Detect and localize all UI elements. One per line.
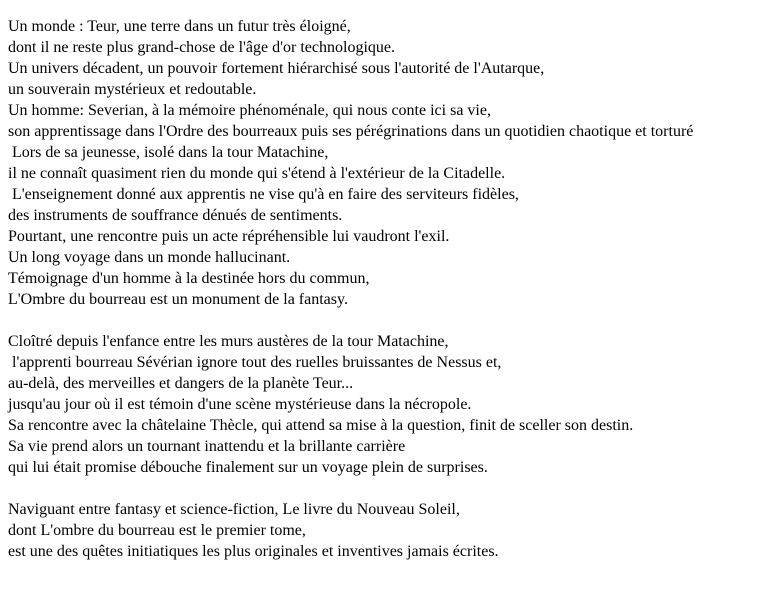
document-body (8, 16, 777, 583)
text-line: Sa rencontre avec la châtelaine Thècle, qui attend sa mise à la question, finit de sceller son destin. (8, 417, 634, 434)
text-line: Naviguant entre fantasy et science-fiction, Le livre du Nouveau Soleil, (8, 501, 460, 518)
text-line: L'enseignement donné aux apprentis ne vise qu'à en faire des serviteurs fidèles, (8, 186, 519, 203)
text-line: Sa vie prend alors un tournant inattendu et la brillante carrière (8, 438, 406, 455)
text-line: il ne connaît quasiment rien du monde qui s'étend à l'extérieur de la Citadelle. (8, 165, 506, 182)
text-line: un souverain mystérieux et redoutable. (8, 81, 257, 98)
text-line: dont il ne reste plus grand-chose de l'âge d'or technologique. (8, 39, 395, 56)
text-line: Un monde : Teur, une terre dans un futur très éloigné, (8, 18, 351, 35)
text-line: Un long voyage dans un monde hallucinant. (8, 249, 291, 266)
text-line: Un homme: Severian, à la mémoire phénoménale, qui nous conte ici sa vie, (8, 102, 491, 119)
text-line: Lors de sa jeunesse, isolé dans la tour Matachine, (8, 144, 329, 161)
text-line: Témoignage d'un homme à la destinée hors du commun, (8, 270, 370, 287)
text-line: Cloîtré depuis l'enfance entre les murs austères de la tour Matachine, (8, 333, 449, 350)
text-line: au-delà, des merveilles et dangers de la planète Teur... (8, 375, 354, 392)
text-line: des instruments de souffrance dénués de sentiments. (8, 207, 343, 224)
text-line: son apprentissage dans l'Ordre des bourreaux puis ses pérégrinations dans un quotidien chaotique et torturé (8, 123, 694, 140)
text-line: qui lui était promise débouche finalement sur un voyage plein de surprises. (8, 459, 488, 476)
text-line: dont L'ombre du bourreau est le premier tome, (8, 522, 306, 539)
paragraph-1 (8, 16, 777, 310)
text-line: Pourtant, une rencontre puis un acte répréhensible lui vaudront l'exil. (8, 228, 450, 245)
text-line: L'Ombre du bourreau est un monument de la fantasy. (8, 291, 348, 308)
paragraph-3 (8, 499, 777, 562)
text-line: est une des quêtes initiatiques les plus originales et inventives jamais écrites. (8, 543, 499, 560)
text-line: jusqu'au jour où il est témoin d'une scène mystérieuse dans la nécropole. (8, 396, 472, 413)
text-line: Un univers décadent, un pouvoir fortement hiérarchisé sous l'autorité de l'Autarque, (8, 60, 545, 77)
paragraph-2 (8, 331, 777, 478)
text-line: l'apprenti bourreau Sévérian ignore tout des ruelles bruissantes de Nessus et, (8, 354, 502, 371)
